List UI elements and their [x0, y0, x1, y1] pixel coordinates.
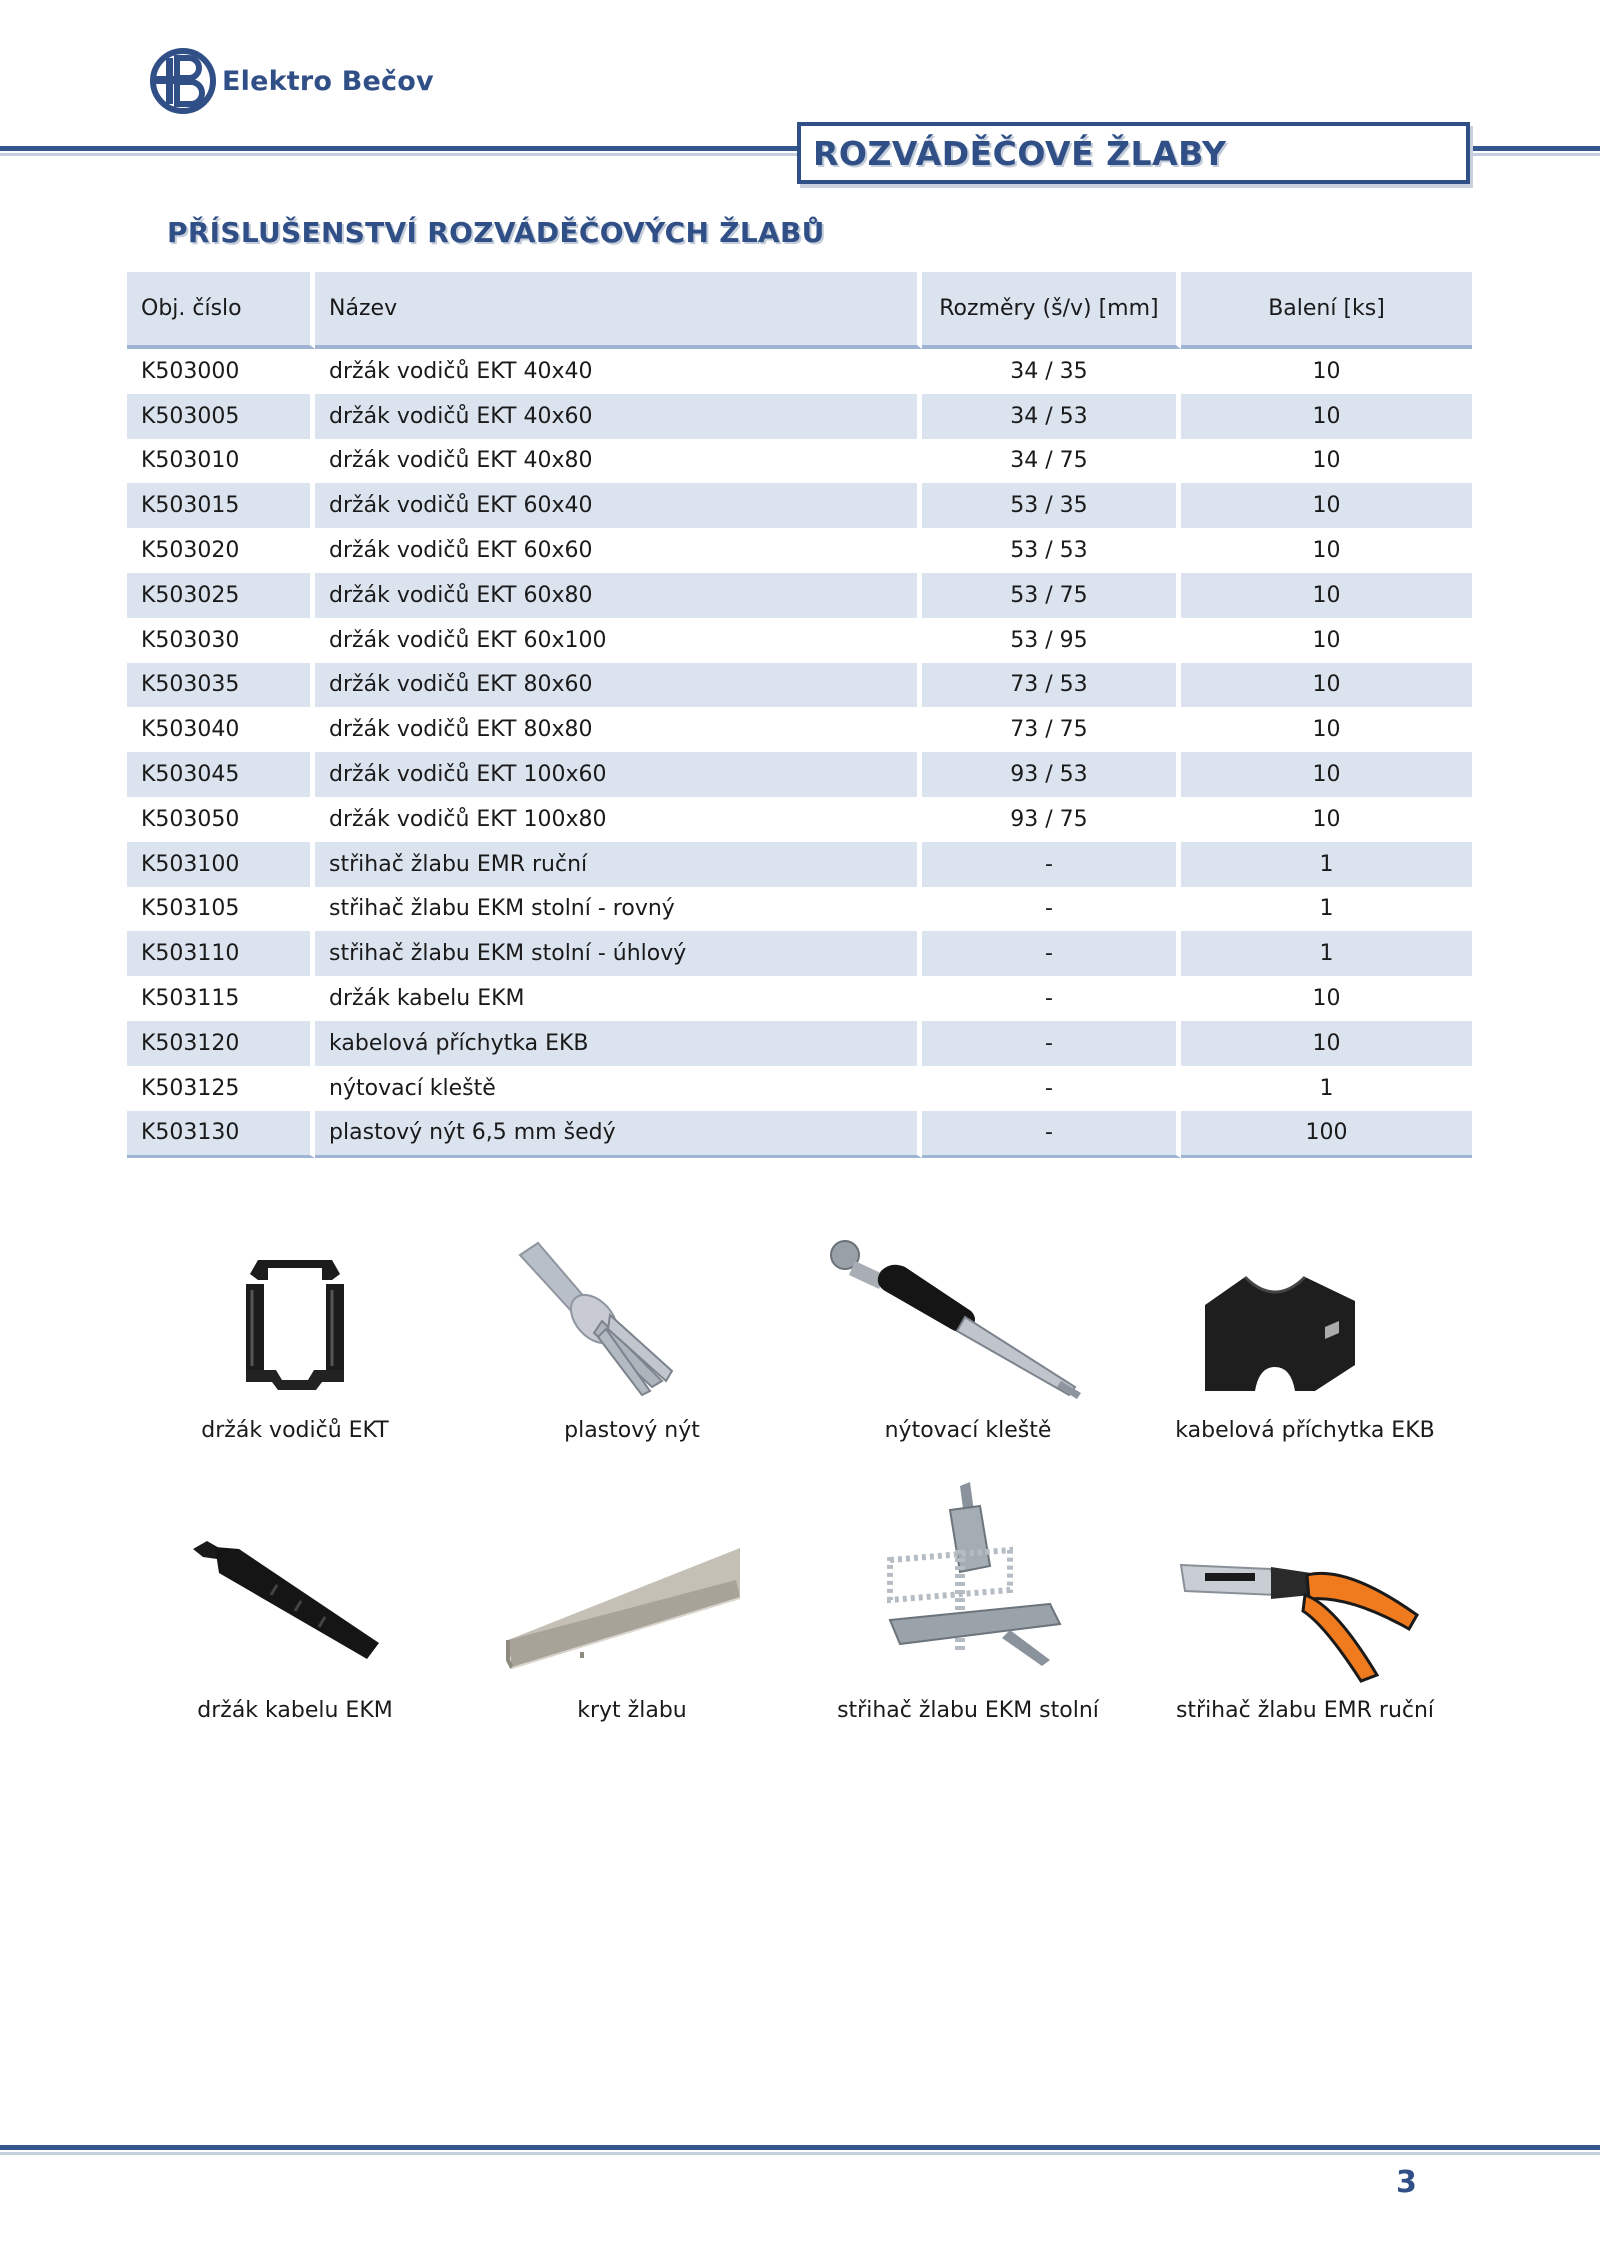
- cell-package: 10: [1181, 752, 1472, 797]
- table-row: [127, 752, 1472, 797]
- header-code: Obj. číslo: [127, 272, 315, 349]
- cell-code: K503005: [127, 394, 315, 439]
- cell-package: 10: [1312, 717, 1341, 743]
- cell-name: držák vodičů EKT 80x60: [315, 663, 922, 708]
- cell-code: K503025: [127, 573, 315, 618]
- cell-dimensions: 53 / 75: [922, 573, 1181, 618]
- caption-plastic-rivet: plastový nýt: [564, 1418, 700, 1443]
- table-row: [127, 1111, 1472, 1159]
- cable-holder-ekm-image: [185, 1535, 385, 1675]
- cell-dimensions: -: [922, 1021, 1181, 1066]
- section-title: ROZVÁDĚČOVÉ ŽLABY: [813, 133, 1227, 173]
- cell-package: 10: [1181, 663, 1472, 708]
- cell-code: K503100: [127, 842, 315, 887]
- cell-code: K503040: [127, 707, 315, 752]
- table-row: [127, 1021, 1472, 1066]
- cell-name: držák vodičů EKT 100x60: [315, 752, 922, 797]
- cell-name: střihač žlabu EKM stolní - rovný: [315, 887, 922, 932]
- cell-dimensions: -: [922, 1066, 1181, 1111]
- cable-clip-ekb-image: [1195, 1265, 1385, 1415]
- cell-package: 10: [1312, 358, 1341, 384]
- footer-divider: [0, 2145, 1600, 2150]
- cell-package: 10: [1181, 573, 1472, 618]
- cell-dimensions: 93 / 75: [922, 797, 1181, 842]
- cell-package: 1: [1181, 931, 1472, 976]
- cell-dimensions: 53 / 35: [922, 483, 1181, 528]
- caption-bench-duct-cutter: střihač žlabu EKM stolní: [837, 1698, 1099, 1723]
- table-row: [127, 394, 1472, 439]
- cell-dimensions: -: [922, 931, 1181, 976]
- page-number: 3: [1396, 2165, 1417, 2200]
- caption-cable-holder-ekm: držák kabelu EKM: [197, 1698, 393, 1723]
- cell-name: střihač žlabu EMR ruční: [315, 842, 922, 887]
- table-row: [127, 797, 1472, 842]
- cell-dimensions: 34 / 53: [922, 394, 1181, 439]
- hand-duct-cutter-image: [1175, 1545, 1435, 1685]
- bench-duct-cutter-image: [870, 1480, 1070, 1685]
- cell-code: K503030: [127, 618, 315, 663]
- table-row: [127, 349, 1472, 394]
- rivet-tool-image: [825, 1225, 1095, 1405]
- table-row: [127, 528, 1472, 573]
- table-row: [127, 1066, 1472, 1111]
- table-row: [127, 976, 1472, 1021]
- cell-code: K503115: [127, 976, 315, 1021]
- caption-wire-holder-ekt: držák vodičů EKT: [201, 1418, 389, 1443]
- cell-name: plastový nýt 6,5 mm šedý: [315, 1111, 922, 1159]
- header-dimensions: Rozměry (š/v) [mm]: [922, 272, 1181, 349]
- cell-name: držák vodičů EKT 40x60: [315, 394, 922, 439]
- cell-package: 10: [1181, 1021, 1472, 1066]
- cell-code: K503045: [127, 752, 315, 797]
- cell-code: K503110: [127, 931, 315, 976]
- company-logo: [150, 44, 434, 118]
- cell-name: držák vodičů EKT 60x60: [315, 528, 922, 573]
- cell-code: K503050: [127, 797, 315, 842]
- table-row: [127, 618, 1472, 663]
- cell-name: držák vodičů EKT 100x80: [315, 797, 922, 842]
- cell-name: střihač žlabu EKM stolní - úhlový: [315, 931, 922, 976]
- table-row: [127, 439, 1472, 484]
- cell-package: 100: [1181, 1111, 1472, 1159]
- brand-name: Elektro Bečov: [222, 65, 434, 97]
- cell-package: 1: [1181, 842, 1472, 887]
- cell-code: K503010: [127, 439, 315, 484]
- cell-dimensions: -: [922, 976, 1181, 1021]
- cell-dimensions: -: [922, 1111, 1181, 1159]
- products-table: [127, 272, 1472, 1158]
- cell-dimensions: -: [922, 887, 1181, 932]
- cell-name: držák vodičů EKT 40x80: [315, 439, 922, 484]
- header-name: Název: [315, 272, 922, 349]
- cell-code: K503105: [127, 887, 315, 932]
- cell-package: 10: [1312, 538, 1341, 564]
- cell-name: držák vodičů EKT 60x40: [315, 483, 922, 528]
- table-row: [127, 842, 1472, 887]
- cell-code: K503125: [127, 1066, 315, 1111]
- cell-dimensions: 73 / 75: [922, 707, 1181, 752]
- cell-dimensions: 34 / 75: [922, 439, 1181, 484]
- cell-name: držák kabelu EKM: [315, 976, 922, 1021]
- section-title-box: [797, 122, 1470, 184]
- table-row: [127, 931, 1472, 976]
- cell-code: K503000: [127, 349, 315, 394]
- table-header-row: [127, 272, 1472, 349]
- cell-package: 10: [1181, 483, 1472, 528]
- cell-dimensions: 93 / 53: [922, 752, 1181, 797]
- cell-package: 1: [1319, 1075, 1334, 1101]
- cell-dimensions: 73 / 53: [922, 663, 1181, 708]
- cell-package: 10: [1312, 448, 1341, 474]
- header-package: Balení [ks]: [1181, 272, 1472, 349]
- table-row: [127, 707, 1472, 752]
- cell-name: držák vodičů EKT 40x40: [315, 349, 922, 394]
- page-subtitle: PŘÍSLUŠENSTVÍ ROZVÁDĚČOVÝCH ŽLABŮ: [167, 216, 825, 249]
- duct-cover-image: [500, 1540, 745, 1680]
- cell-code: K503120: [127, 1021, 315, 1066]
- cell-code: K503020: [127, 528, 315, 573]
- table-row: [127, 887, 1472, 932]
- cell-package: 10: [1181, 394, 1472, 439]
- cell-name: držák vodičů EKT 60x100: [315, 618, 922, 663]
- cell-name: kabelová příchytka EKB: [315, 1021, 922, 1066]
- logo-mark-icon: [150, 46, 216, 116]
- cell-dimensions: 53 / 53: [922, 528, 1181, 573]
- cell-code: K503035: [127, 663, 315, 708]
- table-row: [127, 483, 1472, 528]
- caption-hand-duct-cutter: střihač žlabu EMR ruční: [1175, 1698, 1435, 1723]
- caption-rivet-tool: nýtovací kleště: [884, 1418, 1052, 1443]
- cell-package: 10: [1312, 627, 1341, 653]
- cell-dimensions: 34 / 35: [922, 349, 1181, 394]
- plastic-rivet-image: [505, 1235, 705, 1405]
- table-row: [127, 663, 1472, 708]
- cell-code: K503015: [127, 483, 315, 528]
- cell-package: 1: [1319, 896, 1334, 922]
- table-row: [127, 573, 1472, 618]
- cell-package: 10: [1312, 986, 1341, 1012]
- cell-name: držák vodičů EKT 60x80: [315, 573, 922, 618]
- cell-package: 10: [1312, 806, 1341, 832]
- wire-holder-ekt-image: [225, 1245, 365, 1405]
- footer-divider-shadow: [0, 2152, 1600, 2155]
- cell-name: držák vodičů EKT 80x80: [315, 707, 922, 752]
- cell-name: nýtovací kleště: [315, 1066, 922, 1111]
- cell-code: K503130: [127, 1111, 315, 1159]
- cell-dimensions: 53 / 95: [922, 618, 1181, 663]
- caption-cable-clip-ekb: kabelová příchytka EKB: [1175, 1418, 1435, 1443]
- cell-dimensions: -: [922, 842, 1181, 887]
- caption-duct-cover: kryt žlabu: [577, 1698, 687, 1723]
